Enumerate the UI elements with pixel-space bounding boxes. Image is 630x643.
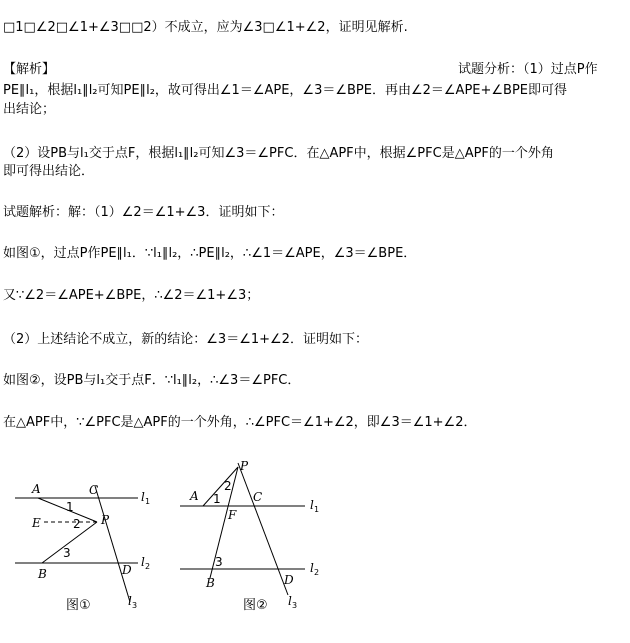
- line-l3: [238, 463, 288, 595]
- label-angle-1: 1: [66, 500, 74, 514]
- label-P: P: [240, 459, 249, 473]
- label-F: F: [228, 508, 237, 522]
- label-l1-sub: 1: [314, 505, 320, 514]
- label-E: E: [32, 516, 41, 530]
- label-angle-3: 3: [215, 555, 223, 569]
- solution-line-4: （2）上述结论不成立，新的结论：∠3＝∠1+∠2．证明如下：: [3, 332, 368, 347]
- label-D: D: [122, 563, 132, 577]
- analysis-line-4: 即可得出结论．: [3, 164, 95, 179]
- figure-1-caption: 图①: [66, 598, 91, 613]
- label-l2-sub: 2: [145, 562, 151, 571]
- solution-line-3: 又∵∠2＝∠APE+∠BPE，∴∠2＝∠1+∠3；: [3, 288, 260, 303]
- label-B: B: [206, 576, 215, 590]
- figure-1: [0, 470, 170, 643]
- label-l2: l: [141, 555, 145, 569]
- analysis-label: 试题分析：（1）过点P作: [458, 62, 598, 77]
- figure-2: [170, 455, 340, 643]
- label-D: D: [284, 573, 294, 587]
- label-l2: l: [310, 561, 314, 575]
- label-l1-sub: 1: [145, 497, 151, 506]
- label-l3-sub: 3: [292, 601, 298, 610]
- label-l3: l: [128, 594, 132, 608]
- label-l3: l: [288, 594, 292, 608]
- label-C: C: [89, 483, 99, 497]
- label-l1: l: [310, 498, 314, 512]
- label-angle-3: 3: [63, 546, 71, 560]
- analysis-line-2: 出结论；: [3, 102, 56, 117]
- label-C: C: [253, 490, 263, 504]
- label-A: A: [32, 482, 41, 496]
- label-l3-sub: 3: [132, 601, 138, 610]
- label-l2-sub: 2: [314, 568, 320, 577]
- answer-line: □1□∠2□∠1+∠3□□2）不成立，应为∠3□∠1+∠2，证明见解析.: [3, 20, 408, 35]
- analysis-heading: 【解析】: [3, 62, 56, 77]
- label-A: A: [190, 489, 199, 503]
- solution-line-6: 在△APF中，∵∠PFC是△APF的一个外角，∴∠PFC＝∠1+∠2，即∠3＝∠1+∠2．: [3, 415, 477, 430]
- analysis-line-3: （2）设PB与l₁交于点F，根据l₁∥l₂可知∠3＝∠PFC．在△APF中，根据∠PFC是△APF的一个外角: [3, 146, 554, 161]
- solution-line-1: 试题解析：解：（1）∠2＝∠1+∠3．证明如下：: [3, 205, 284, 220]
- label-angle-2: 2: [73, 517, 81, 531]
- label-l1: l: [141, 490, 145, 504]
- label-B: B: [38, 567, 47, 581]
- line-l3: [95, 486, 130, 602]
- label-angle-1: 1: [213, 492, 221, 506]
- label-angle-2: 2: [224, 479, 232, 493]
- figure-2-caption: 图②: [243, 598, 268, 613]
- solution-line-5: 如图②，设PB与l₁交于点F．∵l₁∥l₂，∴∠3＝∠PFC．: [3, 373, 301, 388]
- solution-line-2: 如图①，过点P作PE∥l₁．∵l₁∥l₂，∴PE∥l₂，∴∠1＝∠APE，∠3＝∠BPE．: [3, 246, 417, 261]
- analysis-line-1: PE∥l₁，根据l₁∥l₂可知PE∥l₂，故可得出∠1＝∠APE，∠3＝∠BPE．再由∠2＝∠APE+∠BPE即可得: [3, 83, 568, 98]
- label-P: P: [101, 513, 110, 527]
